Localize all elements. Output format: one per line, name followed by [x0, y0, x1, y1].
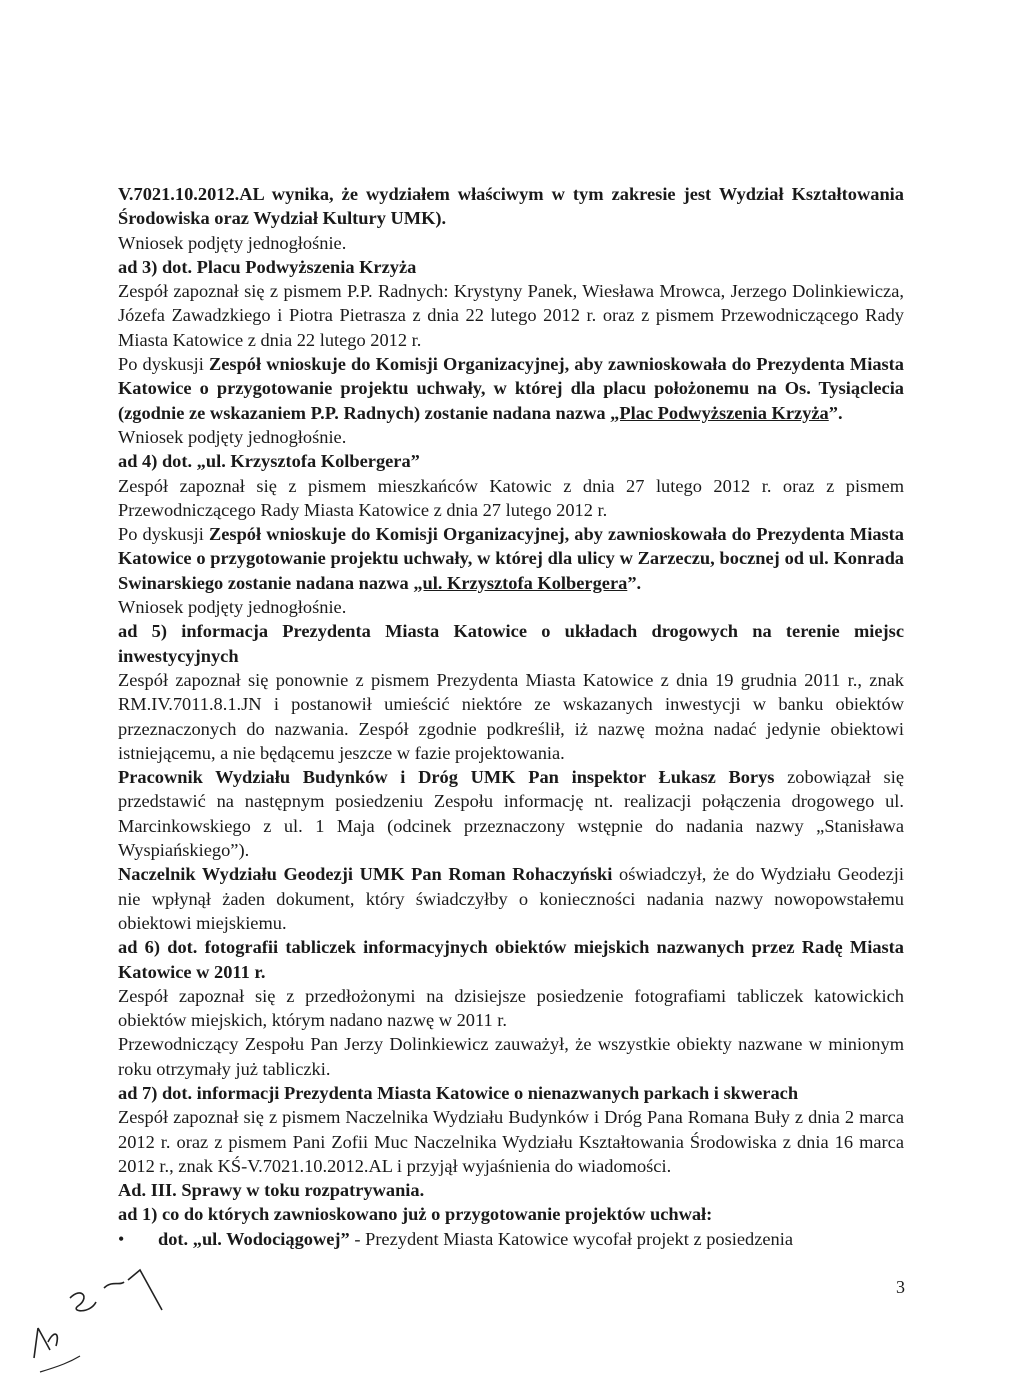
paragraph	[118, 279, 904, 352]
paragraph-text: oświadczył, że do Wydziału Geodezji nie wpłynął żaden dokument, który świadczyłby o konieczności nadania nazwy nowopowstałemu obiektowi miejskiemu.	[118, 864, 904, 933]
paragraph-bold: ad 6) dot. fotografii tabliczek informacyjnych obiektów miejskich nazwanych przez Radę Miasta Katowice w 2011 r.	[118, 937, 904, 982]
paragraph-bold: Naczelnik Wydziału Geodezji UMK Pan Roman Rohaczyński	[118, 864, 613, 885]
paragraph	[118, 619, 904, 668]
paragraph	[118, 765, 904, 862]
paragraph	[118, 1202, 904, 1226]
bullet-bold: dot. „ul. Wodociągowej”	[158, 1228, 350, 1249]
paragraph-text: Wniosek podjęty jednogłośnie.	[118, 597, 347, 618]
paragraph	[118, 231, 904, 255]
proposed-name: „ul. Krzysztofa Kolbergera	[413, 572, 628, 593]
paragraph-bold: ad 3) dot. Placu Podwyższenia Krzyża	[118, 256, 417, 277]
paragraph-list	[118, 182, 904, 1227]
bullet-list	[118, 1227, 904, 1251]
paragraph	[118, 862, 904, 935]
paragraph-bold: Ad. III. Sprawy w toku rozpatrywania.	[118, 1180, 425, 1201]
proposed-name: „Plac Podwyższenia Krzyża	[610, 402, 829, 423]
paragraph-text: Wniosek podjęty jednogłośnie.	[118, 232, 347, 253]
paragraph	[118, 984, 904, 1033]
paragraph	[118, 595, 904, 619]
paragraph-lead: Po dyskusji	[118, 524, 209, 545]
paragraph-tail: ”.	[627, 572, 642, 593]
paragraph	[118, 668, 904, 765]
page-number: 3	[896, 1277, 905, 1297]
paragraph-text: Zespół zapoznał się z pismem mieszkańców Katowic z dnia 27 lutego 2012 r. oraz z pismem Przewodniczącego Rady Miasta Katowice z dnia 27 lutego 2012 r.	[118, 475, 904, 520]
paragraph	[118, 1105, 904, 1178]
paragraph-bold: ad 4) dot. „ul. Krzysztofa Kolbergera”	[118, 451, 420, 472]
paragraph	[118, 1081, 904, 1105]
paragraph	[118, 935, 904, 984]
paragraph-bold: Pracownik Wydziału Budynków i Dróg UMK Pan inspektor Łukasz Borys	[118, 767, 775, 788]
paragraph-bold: ad 5) informacja Prezydenta Miasta Katowice o układach drogowych na terenie miejsc inwestycyjnych	[118, 621, 904, 666]
paragraph-text: Zespół zapoznał się z pismem Naczelnika Wydziału Budynków i Dróg Pana Romana Buły z dnia 2 marca 2012 r. oraz z pismem Pani Zofii Muc Naczelnika Wydziału Kształtowania Środowiska z dnia 16 marca 2012 r., znak KŚ-V.7021.10.2012.AL i przyjął wyjaśnienia do wiadomości.	[118, 1107, 904, 1176]
paragraph-text: Zespół zapoznał się ponownie z pismem Prezydenta Miasta Katowice z dnia 19 grudnia 2011 r., znak RM.IV.7011.8.1.JN i postanowił umieścić niektóre ze wskazanych inwestycji w banku obiektów przeznaczonych do nazwania. Zespół zgodnie podkreślił, iż nazwę można nadać jedynie obiektowi istniejącemu, a nie będącemu jeszcze w fazie projektowania.	[118, 669, 904, 763]
paragraph	[118, 255, 904, 279]
paragraph	[118, 449, 904, 473]
paragraph-tail: ”.	[828, 402, 843, 423]
paragraph	[118, 1032, 904, 1081]
paragraph	[118, 352, 904, 425]
paragraph	[118, 1178, 904, 1202]
paragraph	[118, 522, 904, 595]
paragraph-bold: V.7021.10.2012.AL wynika, że wydziałem właściwym w tym zakresie jest Wydział Kształtowania Środowiska oraz Wydział Kultury UMK).	[118, 184, 904, 229]
bullet-item	[118, 1227, 904, 1251]
paragraph-text: Przewodniczący Zespołu Pan Jerzy Dolinkiewicz zauważył, że wszystkie obiekty nazwane w minionym roku otrzymały już tabliczki.	[118, 1034, 904, 1079]
paragraph-bold: Zespół wnioskuje do Komisji Organizacyjnej, aby zawnioskowała do Prezydenta Miasta Katowice o przygotowanie projektu uchwały, w której dla ulicy w Zarzeczu, bocznej od ul. Konrada Swinarskiego zostanie nadana nazwa	[118, 524, 905, 593]
handwritten-signature	[20, 1258, 180, 1378]
paragraph-text: zobowiązał się przedstawić na następnym posiedzeniu Zespołu informację nt. realizacji połączenia drogowego ul. Marcinkowskiego z ul. 1 Maja (odcinek przeznaczony wstępnie do nadania nazwy „Stanisława Wyspiańskiego”).	[118, 767, 904, 861]
paragraph-bold: Zespół wnioskuje do Komisji Organizacyjnej, aby zawnioskowała do Prezydenta Miasta Katowice o przygotowanie projektu uchwały, w której dla placu położonemu na Os. Tysiąclecia (zgodnie ze wskazaniem P.P. Radnych) zostanie nadana nazwa	[118, 354, 905, 423]
paragraph-text: Wniosek podjęty jednogłośnie.	[118, 426, 347, 447]
paragraph	[118, 425, 904, 449]
paragraph-bold: ad 7) dot. informacji Prezydenta Miasta Katowice o nienazwanych parkach i skwerach	[118, 1082, 799, 1103]
paragraph	[118, 474, 904, 523]
paragraph-text: Zespół zapoznał się z przedłożonymi na dzisiejsze posiedzenie fotografiami tabliczek katowickich obiektów miejskich, którym nadano nazwę w 2011 r.	[118, 985, 904, 1031]
document-body	[118, 182, 904, 1251]
paragraph-text: Zespół zapoznał się z pismem P.P. Radnych: Krystyny Panek, Wiesława Mrowca, Jerzego Dolinkiewicza, Józefa Zawadzkiego i Piotra Pietrasza z dnia 22 lutego 2012 r. oraz z pismem Przewodniczącego Rady Miasta Katowice z dnia 22 lutego 2012 r.	[118, 281, 904, 350]
bullet-text: - Prezydent Miasta Katowice wycofał projekt z posiedzenia	[349, 1228, 794, 1249]
paragraph-bold: ad 1) co do których zawnioskowano już o przygotowanie projektów uchwał:	[118, 1204, 713, 1225]
paragraph	[118, 182, 904, 231]
paragraph-lead: Po dyskusji	[118, 354, 209, 375]
